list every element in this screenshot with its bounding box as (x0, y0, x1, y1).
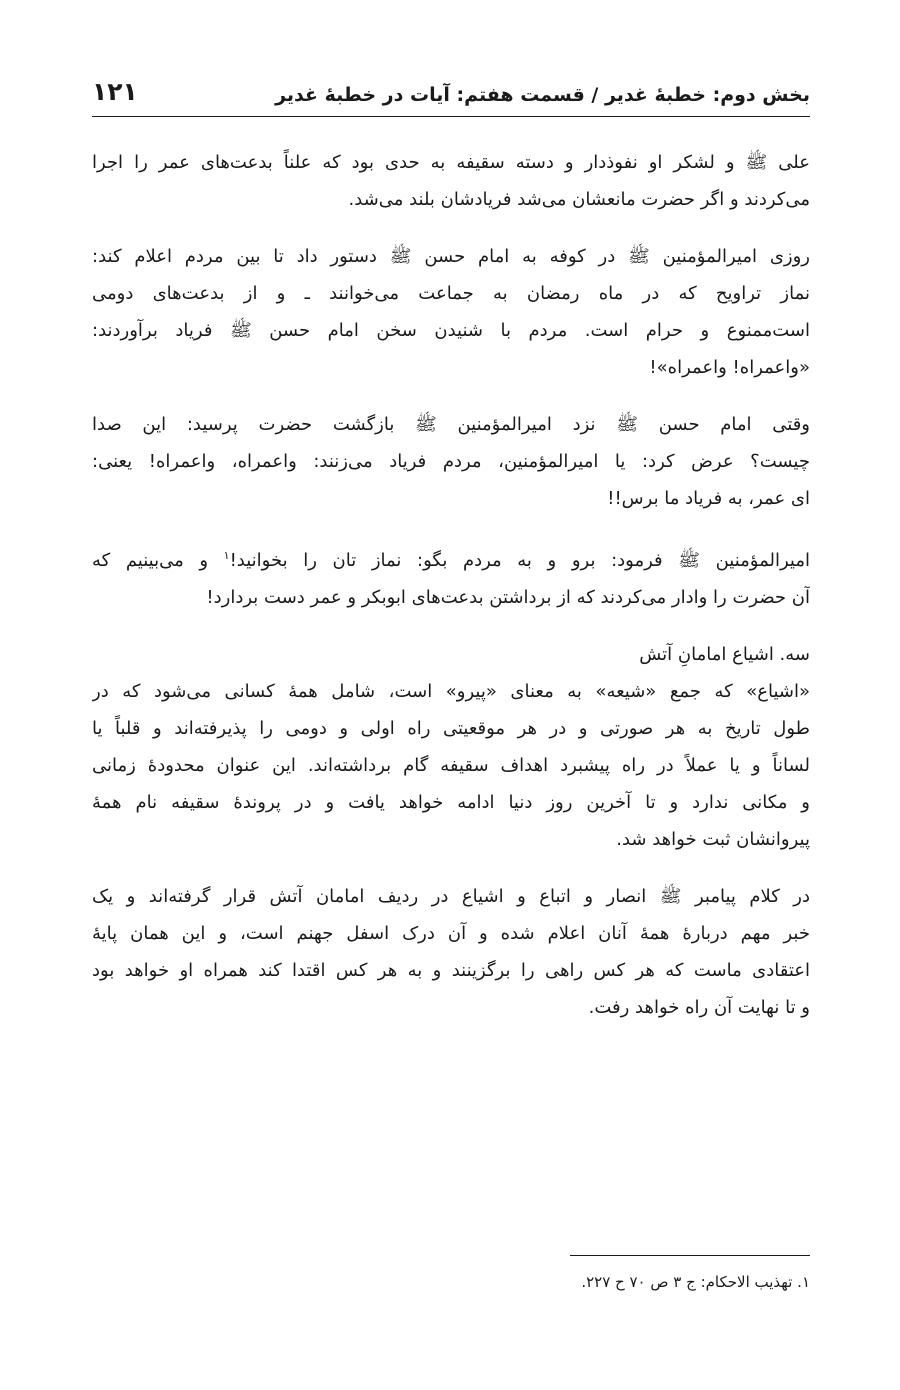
section-heading: سه. اشیاع امامانِ آتش (639, 644, 810, 665)
paragraph-4 (92, 537, 810, 616)
footnote: ۱. تهذیب الاحکام: ج ۳ ص ۷۰ ح ۲۲۷. (581, 1273, 810, 1291)
text-line: وقتی امام حسن ﷺ نزد امیرالمؤمنین ﷺ بازگشت حضرت پرسید: این صدا (92, 414, 810, 435)
text-line: «واعمراه! واعمراه»! (649, 357, 810, 378)
text-line: لساناً و یا عملاً در راه پیشبرد اهداف سقیفه گام برداشته‌اند. این عنوان محدودۀ زمانی (92, 755, 810, 776)
paragraph-2 (92, 238, 810, 386)
text-segment: و می‌بینیم که (92, 550, 224, 571)
text-line (92, 537, 810, 579)
footnote-divider (570, 1255, 810, 1256)
text-line: چیست؟ عرض کرد: یا امیرالمؤمنین، مردم فریاد می‌زنند: واعمراه، واعمراه! یعنی: (92, 451, 810, 472)
text-line: ای عمر، به فریاد ما برس!! (607, 488, 810, 509)
header-divider (92, 116, 810, 117)
body-text (92, 144, 810, 1046)
book-page (92, 0, 810, 1390)
text-segment: امیرالمؤمنین ﷺ فرمود: برو و به مردم بگو: نماز تان را بخوانید! (229, 550, 810, 571)
page-number: ۱۲۱ (92, 77, 138, 106)
text-line: نماز تراویح که در ماه رمضان به جماعت می‌خوانند ـ و از بدعت‌های دومی (92, 283, 810, 304)
text-line: و تا نهایت آن راه خواهد رفت. (588, 997, 810, 1018)
footnote-reference[interactable]: ۱ (223, 549, 230, 562)
text-line: و مکانی ندارد و تا آخرین روز دنیا ادامه خواهد یافت و در پروندۀ سقیفه نام همۀ (92, 792, 810, 813)
text-line: آن حضرت را وادار می‌کردند که از برداشتن بدعت‌های ابوبکر و عمر دست بردارد! (206, 587, 810, 608)
text-line: روزی امیرالمؤمنین ﷺ در کوفه به امام حسن ﷺ دستور داد تا بین مردم اعلام کند: (92, 246, 810, 267)
running-header-title: بخش دوم: خطبۀ غدیر / قسمت هفتم: آیات در خطبۀ غدیر (275, 84, 810, 106)
text-line: خبر مهم دربارۀ همۀ آنان اعلام شده و آن درک اسفل جهنم است، و این همان پایۀ (92, 923, 810, 944)
text-line: علی ﷺ و لشکر او نفوذدار و دسته سقیفه به حدی بود که علناً بدعت‌های عمر را اجرا (92, 152, 810, 173)
text-line: «اشیاع» که جمع «شیعه» به معنای «پیرو» است، شامل همۀ کسانی می‌شود که در (92, 681, 810, 702)
running-header (92, 66, 810, 106)
text-line: پیروانشان ثبت خواهد شد. (616, 829, 810, 850)
paragraph-3 (92, 406, 810, 517)
paragraph-6 (92, 878, 810, 1026)
paragraph-1 (92, 144, 810, 218)
text-line: است‌ممنوع و حرام است. مردم با شنیدن سخن امام حسن ﷺ فریاد برآوردند: (92, 320, 810, 341)
text-line: در کلام پیامبر ﷺ انصار و اتباع و اشیاع در ردیف امامان آتش قرار گرفته‌اند و یک (92, 886, 810, 907)
text-line: طول تاریخ به هر صورتی و در هر موقعیتی راه اولی و دومی را پذیرفته‌اند و قلباً یا (92, 718, 810, 739)
paragraph-5 (92, 673, 810, 858)
text-line: اعتقادی ماست که هر کس راهی را برگزینند و به هر کس اقتدا کند همراه او خواهد بود (92, 960, 810, 981)
text-line: می‌کردند و اگر حضرت مانعشان می‌شد فریادشان بلند می‌شد. (348, 189, 810, 210)
